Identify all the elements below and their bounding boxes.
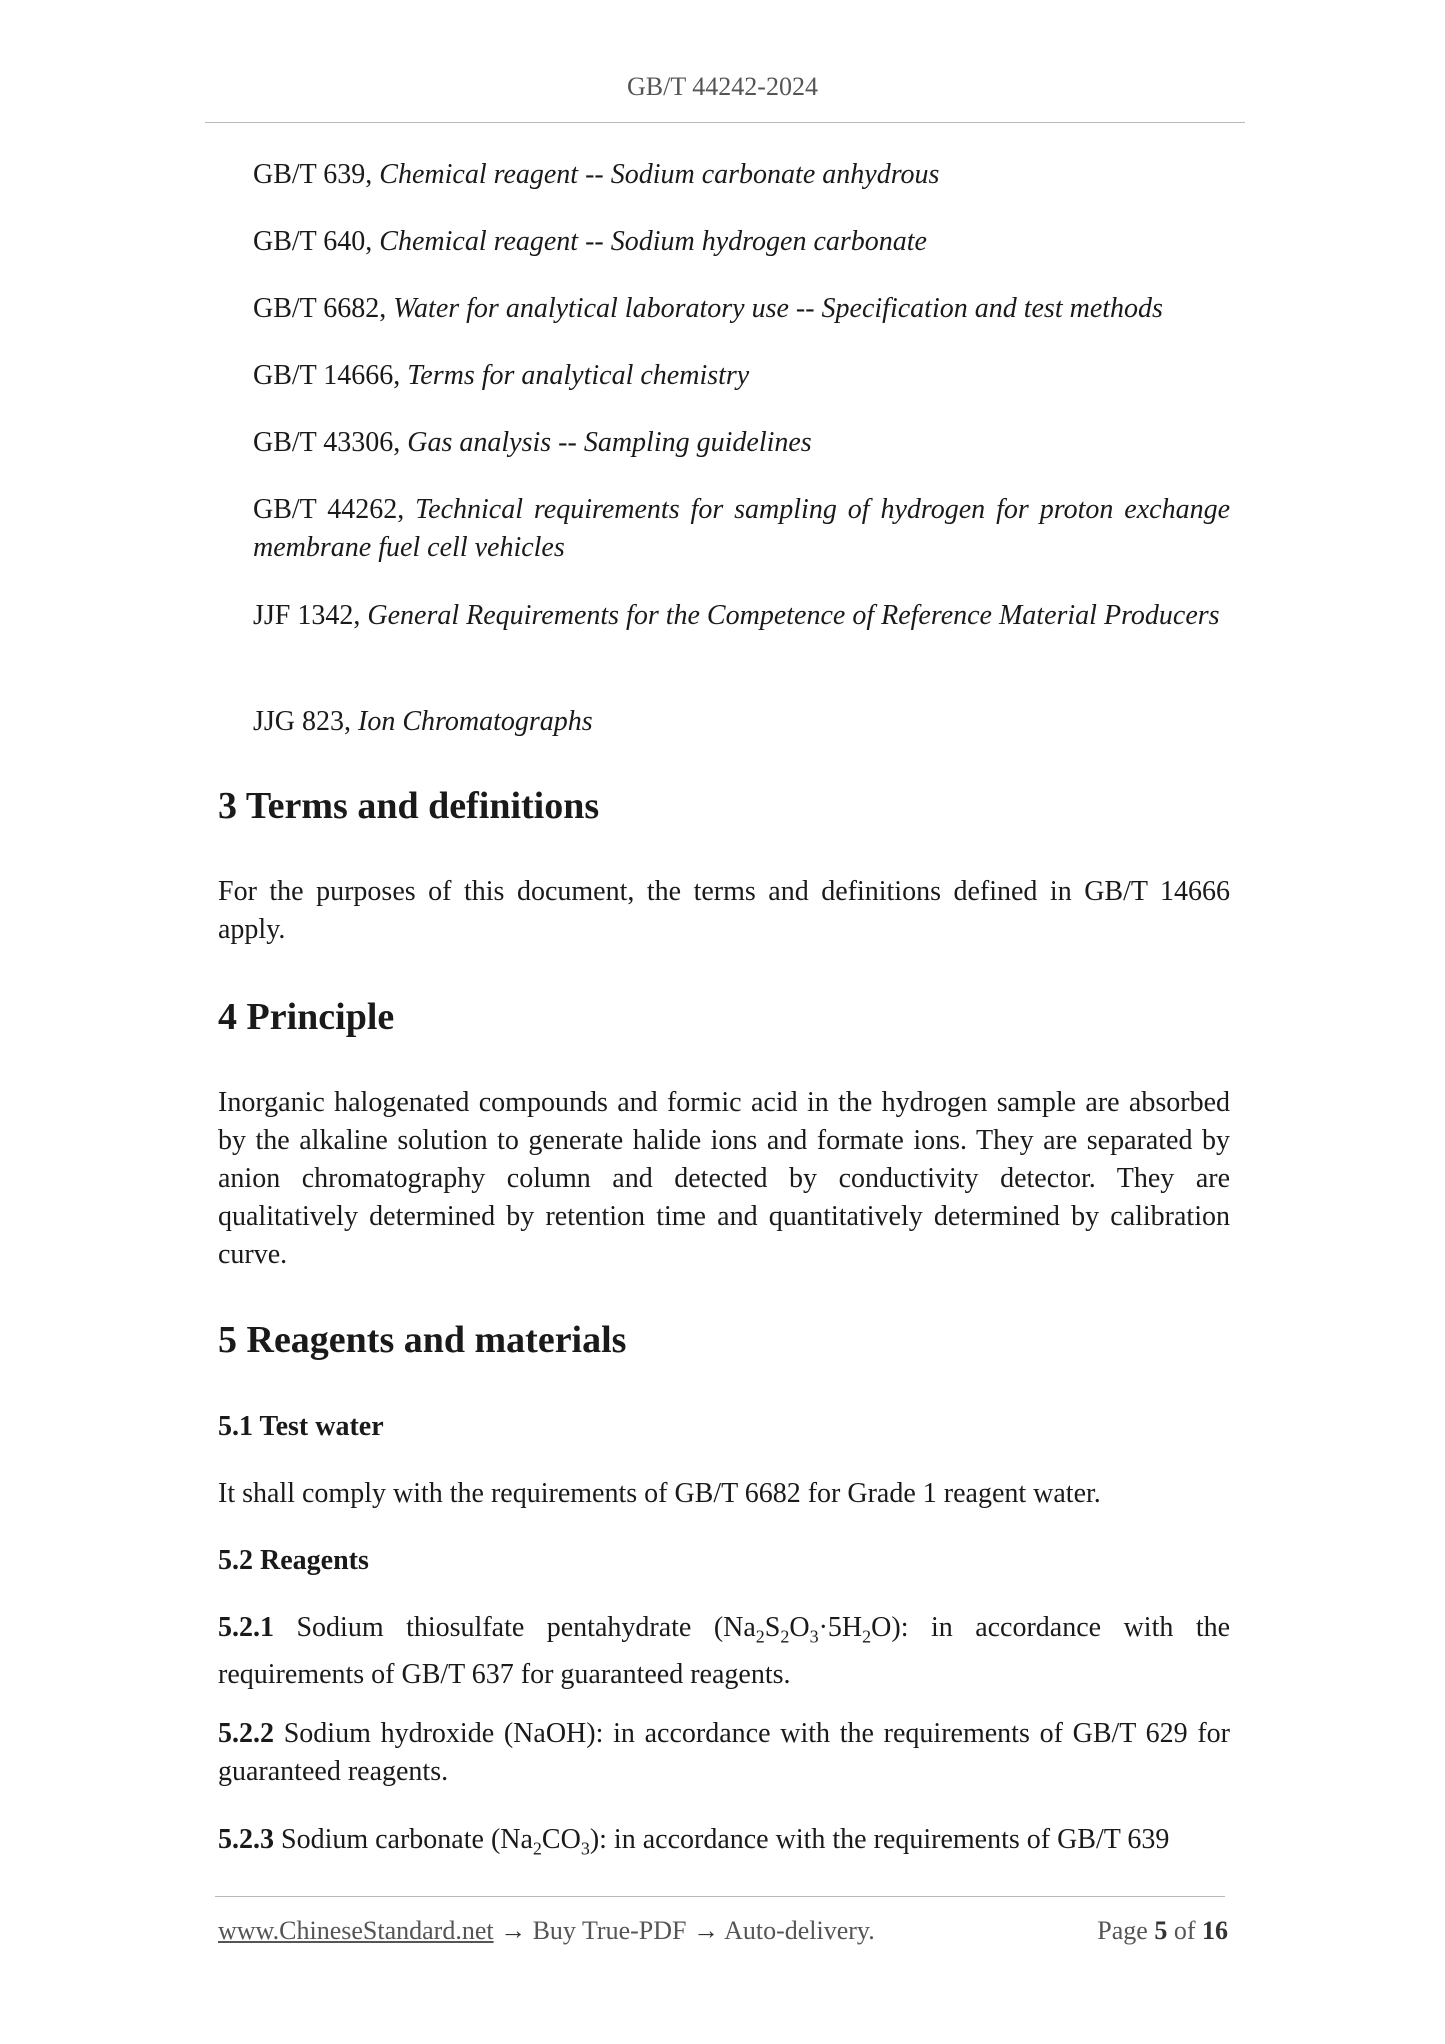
reference-title: Water for analytical laboratory use -- Specification and test methods: [393, 293, 1163, 324]
arrow-right-icon: →: [500, 1916, 527, 1945]
website-link[interactable]: www.ChineseStandard.net: [218, 1916, 494, 1945]
terms-paragraph: For the purposes of this document, the terms and definitions defined in GB/T 14666 apply.: [218, 876, 1230, 945]
current-page: 5: [1154, 1916, 1168, 1945]
header-divider: [205, 122, 1245, 123]
reference-code: GB/T 640,: [253, 226, 373, 257]
reference-code: GB/T 44262,: [253, 494, 405, 525]
reference-entry: [253, 156, 1230, 194]
reference-entry: [253, 357, 1230, 395]
reference-entry: [253, 424, 1230, 462]
section-heading-reagents: 5 Reagents and materials: [218, 1319, 627, 1361]
total-pages: 16: [1202, 1916, 1228, 1945]
reference-title: Technical requirements for sampling of hydrogen for proton exchange membrane fuel cell vehicles: [253, 494, 1231, 563]
test-water-paragraph: It shall comply with the requirements of GB/T 6682 for Grade 1 reagent water.: [218, 1478, 1101, 1509]
reference-code: GB/T 6682,: [253, 293, 387, 324]
clause-number: 5.2.2: [218, 1718, 274, 1749]
subsection-heading-reagents: 5.2 Reagents: [218, 1545, 369, 1576]
reference-title: Gas analysis -- Sampling guidelines: [407, 427, 812, 458]
buy-pdf-text: Buy True-PDF: [532, 1916, 687, 1945]
reference-entry: [253, 491, 1230, 567]
reference-title: Ion Chromatographs: [358, 706, 593, 737]
reagent-item-sodium-thiosulfate: 5.2.1 Sodium thiosulfate pentahydrate $(Na_2S_2O_3\cdot 5H_2O)$: in accordance with the requirements of GB/T 637 for guaranteed reagents.: [218, 1612, 1231, 1690]
reference-title: Chemical reagent -- Sodium carbonate anhydrous: [379, 159, 940, 190]
reagent-item-sodium-hydroxide: 5.2.2 Sodium hydroxide (NaOH): in accordance with the requirements of GB/T 629 for guaranteed reagents.: [218, 1718, 1231, 1787]
reference-code: GB/T 639,: [253, 159, 373, 190]
reference-entry: [253, 223, 1230, 261]
reference-code: JJF 1342,: [253, 600, 361, 631]
subsection-heading-test-water: 5.1 Test water: [218, 1411, 384, 1442]
arrow-right-icon: →: [693, 1916, 719, 1945]
reference-title: General Requirements for the Competence of Reference Material Producers: [367, 600, 1220, 631]
reference-entry: [253, 290, 1230, 328]
page-footer: [218, 1916, 1228, 1946]
section-heading-terms: 3 Terms and definitions: [218, 785, 600, 827]
reference-entry: [253, 597, 1230, 635]
footer-divider: [215, 1896, 1225, 1897]
section-heading-principle: 4 Principle: [218, 996, 395, 1038]
clause-number: 5.2.3: [218, 1824, 274, 1855]
reference-code: JJG 823,: [253, 706, 352, 737]
reference-title: Terms for analytical chemistry: [407, 360, 750, 391]
reference-title: Chemical reagent -- Sodium hydrogen carbonate: [379, 226, 927, 257]
reagent-item-sodium-carbonate: 5.2.3 Sodium carbonate $(Na_2CO_3)$: in accordance with the requirements of GB/T 639: [218, 1824, 1170, 1859]
auto-delivery-text: Auto-delivery.: [724, 1916, 875, 1945]
running-header: GB/T 44242-2024: [627, 72, 818, 101]
reference-entry: [253, 703, 1230, 741]
principle-paragraph: Inorganic halogenated compounds and formic acid in the hydrogen sample are absorbed by the alkaline solution to generate halide ions and formate ions. They are separated by anion chromatography column and detected by conductivity detector. They are qualitatively determined by retention time and quantitatively determined by calibration curve.: [218, 1087, 1230, 1270]
reference-code: GB/T 43306,: [253, 427, 401, 458]
page-indicator: Page 5 of 16: [1097, 1916, 1228, 1945]
reference-code: GB/T 14666,: [253, 360, 401, 391]
clause-number: 5.2.1: [218, 1612, 274, 1643]
